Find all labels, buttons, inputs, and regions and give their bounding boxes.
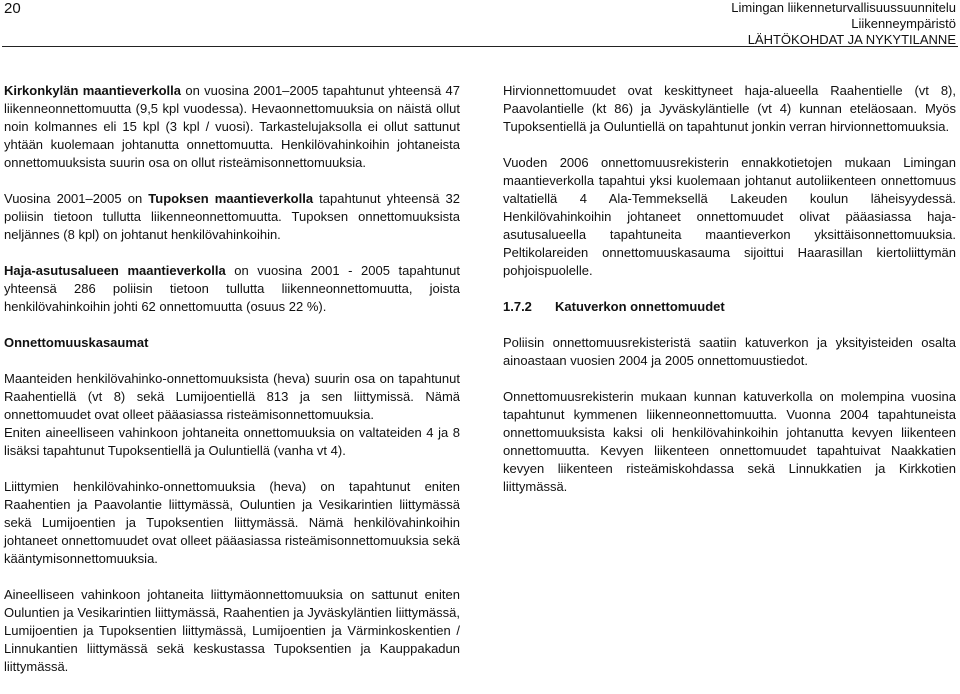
paragraph-haja-asutus: [4, 262, 460, 316]
paragraph-text: Vuosina 2001–2005 on: [4, 191, 149, 206]
left-column: [4, 82, 460, 694]
paragraph-heva-maantiet: Maanteiden henkilövahinko-onnettomuuksista (heva) suurin osa on tapahtunut Raahentiellä (vt 8) sekä Lumijoentiellä 813 ja sen liittymissä. Nämä onnettomuudet ovat olleet pääasiassa risteämisonnettomuuksia.: [4, 371, 460, 422]
running-header: [731, 0, 956, 48]
paragraph-kirkonkyla: [4, 82, 460, 172]
bold-term: Kirkonkylän maantieverkolla: [4, 83, 182, 98]
paragraph-tupos: [4, 190, 460, 244]
right-column: [503, 82, 956, 514]
section-heading-kasaumat: Onnettomuuskasaumat: [4, 335, 149, 350]
paragraph-2006: Vuoden 2006 onnettomuusrekisterin ennakkotietojen mukaan Limingan maantieverkolla tapahtui yksi kuolemaan johtanut autoliikenteen onnettomuus valtatiellä 4 Ala-Temmeksellä Lakeuden koulun läheisyydessä. Henkilövahinkoihin johtaneet onnettomuudet olivat pääasiassa haja-asutusalueella tapahtuneita maantieverkon yksittäisonnettomuuksia. Peltikolareiden onnettomuuskasauma sijoittui Haarasillan kiertoliittymän pohjoispuolelle.: [503, 155, 956, 278]
section-heading-katuverkko: [503, 298, 956, 316]
header-line-1: Limingan liikenneturvallisuussuunnitelu: [731, 0, 956, 15]
bold-term: Haja-asutusalueen maantieverkolla: [4, 263, 226, 278]
header-rule: [2, 46, 958, 47]
paragraph-text: on vuosina 2001 - 2005 tapahtunut yhteensä 286 poliisin tietoon tullutta liikenneonnettomuutta, joista henkilövahinkoihin johti 62 onnettomuutta (osuus 22 %).: [4, 263, 460, 314]
paragraph-katuverkko: Onnettomuusrekisterin mukaan kunnan katuverkolla on molempina vuosina tapahtunut kymmenen liikenneonnettomuutta. Vuonna 2004 tapahtuneista onnettomuuksista kaksi oli henkilövahinkoihin johtanutta kevyen liikenteen onnettomuutta. Kevyen liikenteen onnettomuudet tapahtuivat Naakkatien kevyen liikenteen risteämiskohdassa sekä Linnukkatien ja Kirkkotien liittymässä.: [503, 389, 956, 494]
paragraph-text: tapahtunut yhteensä 32 poliisin tietoon tullutta liikenneonnettomuutta. Tupoksen onnettomuuksista neljännes (8 kpl) on johtanut henkilövahinkoihin.: [4, 191, 460, 242]
page-number: 20: [4, 0, 21, 17]
section-number: 1.7.2: [503, 299, 532, 314]
paragraph-hirvi: Hirvionnettomuudet ovat keskittyneet haja-alueella Raahentielle (vt 8), Paavolantielle (kt 86) ja Jyväskyläntielle (vt 4) kunnan eteläosaan. Myös Tupoksentiellä ja Ouluntiellä on tapahtunut jonkin verran hirvionnettomuuksia.: [503, 83, 956, 134]
paragraph-text: on vuosina 2001–2005 tapahtunut yhteensä 47 liikenneonnettomuutta (9,5 kpl vuodessa). Hevaonnettomuuksia on näistä ollut noin kolmannes eli 15 kpl (3 kpl / vuosi). Tarkastelujaksolla ei ollut sattunut yhtään kuolemaan johtanutta onnettomuutta. Henkilövahinkoihin johtaneista onnettomuuksista suurin osa on ollut risteämisonnettomuuksia.: [4, 83, 460, 170]
paragraph-liittymat-aineelliset: Aineelliseen vahinkoon johtaneita liittymäonnettomuuksia on sattunut eniten Ouluntien ja Vesikarintien liittymässä, Raahentien ja Jyväskyläntien liittymässä, Lumijoentien ja Tupoksentien liittymässä, Lumijoentien ja Värminkoskentien / Linnukantien liittymässä sekä keskustassa Tupoksentien ja Kauppakadun liittymässä.: [4, 587, 460, 674]
header-line-2: Liikenneympäristö: [851, 16, 956, 31]
paragraph-rekisteri: Poliisin onnettomuusrekisteristä saatiin katuverkon ja yksityisteiden osalta ainoastaan vuosien 2004 ja 2005 onnettomuustiedot.: [503, 335, 956, 368]
header-line-3: LÄHTÖKOHDAT JA NYKYTILANNE: [747, 32, 956, 47]
section-title: Katuverkon onnettomuudet: [555, 299, 725, 314]
paragraph-aineelliset: Eniten aineelliseen vahinkoon johtaneita onnettomuuksia on valtateiden 4 ja 8 lisäksi tapahtunut Tupoksentiellä ja Ouluntiellä (vanha vt 4).: [4, 425, 460, 458]
paragraph-liittymat-heva: Liittymien henkilövahinko-onnettomuuksia (heva) on tapahtunut eniten Raahentien ja Paavolantie liittymässä, Ouluntien ja Vesikarintien liittymässä sekä Lumijoentien ja Tupoksentien liittymässä. Nämä henkilövahinkoihin johtaneet onnettomuudet ovat olleet pääasiassa risteämisonnettomuuksia sekä kääntymisonnettomuuksia.: [4, 479, 460, 566]
bold-term: Tupoksen maantieverkolla: [148, 191, 314, 206]
